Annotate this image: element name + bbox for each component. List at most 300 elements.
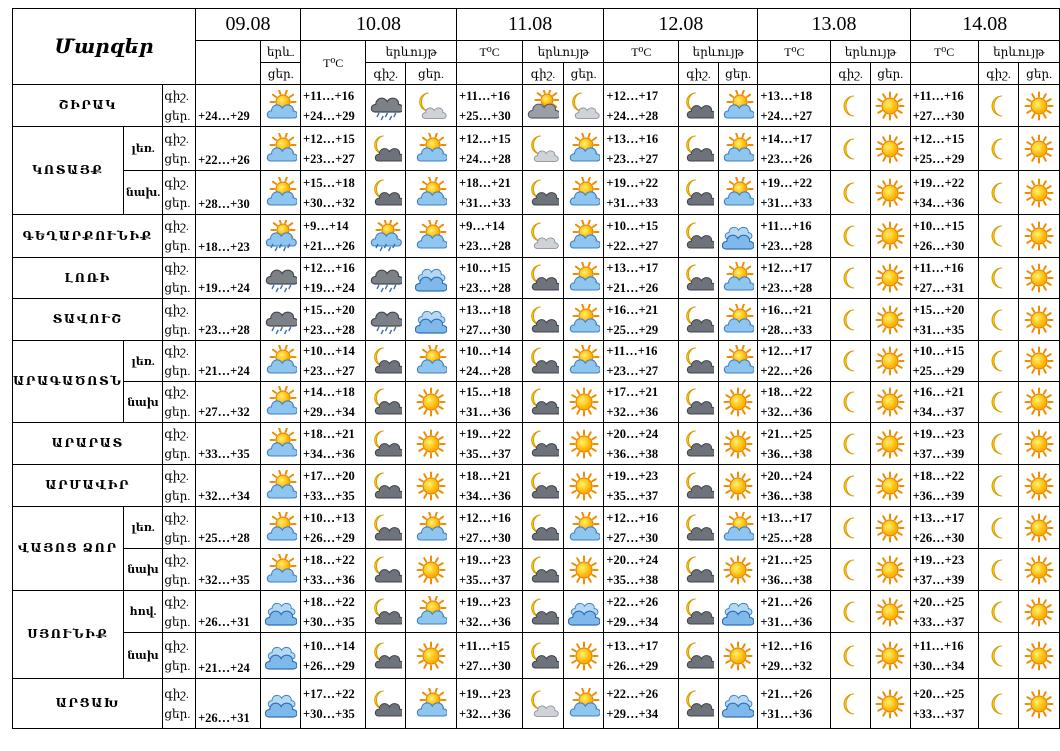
night-temp: +10…+14 <box>458 344 511 358</box>
day-temp: +21…+24 <box>198 364 250 378</box>
temperature-header: T⁰C <box>604 41 679 63</box>
temperature-cell <box>758 85 831 127</box>
phenomenon-header: երևույթ <box>366 41 457 63</box>
sun-icon <box>870 382 910 423</box>
moon-cloud-icon <box>679 258 719 299</box>
moon-icon <box>831 382 871 423</box>
temperature-cell <box>910 633 978 679</box>
temperature-cell <box>301 299 366 341</box>
temperature-cell <box>910 85 978 127</box>
sun-rain-icon <box>261 215 301 258</box>
night-temp: +15…+20 <box>912 302 965 317</box>
cloud-icon <box>406 258 457 299</box>
partly-sunny-icon <box>718 507 758 549</box>
moon-cloud-icon <box>523 633 564 679</box>
night-temp: +19…+23 <box>458 552 511 567</box>
night-label: գիշ. <box>831 63 871 85</box>
partly-sunny-icon <box>563 171 604 215</box>
night-temp: +22…+26 <box>606 686 659 701</box>
moon-cloud-icon <box>523 299 564 341</box>
sun-icon <box>406 423 457 465</box>
daypart-labels <box>163 591 196 633</box>
day-label: ցեր. <box>164 151 191 166</box>
temperature-cell <box>456 679 522 729</box>
day-temp: +31…+33 <box>606 195 659 210</box>
night-label: գիշ. <box>164 426 189 441</box>
night-temp: +19…+22 <box>458 426 511 441</box>
temperature-cell <box>910 127 978 171</box>
date-header: 10.08 <box>301 9 457 41</box>
moon-cloud-icon <box>523 507 564 549</box>
night-temp: +10…+15 <box>912 344 965 358</box>
partly-sunny-icon <box>563 258 604 299</box>
partly-sunny-icon <box>261 549 301 591</box>
sun-icon <box>1019 423 1060 465</box>
date-row <box>13 9 1060 41</box>
night-temp: +15…+20 <box>303 302 355 317</box>
moon-cloud-icon <box>366 679 406 729</box>
moon-cloud-icon <box>679 85 719 127</box>
day-temp: +24…+29 <box>198 109 250 123</box>
temperature-cell <box>456 85 522 127</box>
sun-icon <box>1019 127 1060 171</box>
daypart-labels <box>163 382 196 423</box>
table-row <box>13 507 1060 549</box>
moon-icon <box>978 633 1019 679</box>
day-temp: +31…+33 <box>458 195 511 210</box>
temperature-cell <box>910 591 978 633</box>
partly-sunny-icon <box>563 679 604 729</box>
temperature-header: T⁰C <box>758 41 831 63</box>
day-temp: +35…+37 <box>606 488 659 503</box>
day-temp: +37…+39 <box>912 446 965 461</box>
day-temperature <box>196 382 261 423</box>
sun-icon <box>870 423 910 465</box>
partly-sunny-icon <box>261 127 301 171</box>
night-temp: +16…+21 <box>606 302 659 317</box>
day-temp: +34…+36 <box>303 446 355 461</box>
night-temp: +12…+15 <box>912 131 965 146</box>
temperature-cell <box>910 258 978 299</box>
night-temp: +12…+17 <box>760 261 813 275</box>
temperature-cell <box>301 679 366 729</box>
day-label: ցեր. <box>164 364 191 378</box>
date-header: 11.08 <box>456 9 603 41</box>
night-temp: +17…+20 <box>303 468 355 483</box>
sun-icon <box>406 633 457 679</box>
day-temp: +31…+33 <box>760 195 813 210</box>
night-temp: +12…+16 <box>458 510 511 525</box>
day-label: ցեր. <box>261 63 301 85</box>
day-temp: +21…+26 <box>606 281 659 295</box>
day-temp: +27…+30 <box>606 530 659 545</box>
rain-cloud-icon <box>261 299 301 341</box>
sun-icon <box>563 423 604 465</box>
sun-icon <box>870 633 910 679</box>
night-label: գիշ. <box>164 510 189 525</box>
night-temp: +13…+16 <box>606 131 659 146</box>
moon-cloud-icon <box>679 423 719 465</box>
moon-icon <box>831 215 871 258</box>
moon-cloud-icon <box>679 507 719 549</box>
daypart-labels <box>163 633 196 679</box>
temperature-cell <box>604 679 679 729</box>
sun-icon <box>718 382 758 423</box>
daypart-labels <box>163 341 196 382</box>
temperature-cell <box>910 171 978 215</box>
night-temp: +9…+14 <box>458 219 505 233</box>
day-temp: +29…+34 <box>606 614 659 629</box>
sun-icon <box>1019 465 1060 507</box>
day-temperature <box>196 85 261 127</box>
night-label: գիշ. <box>164 385 189 399</box>
daypart-labels <box>163 507 196 549</box>
day-temp: +23…+28 <box>458 281 511 295</box>
partly-sunny-icon <box>261 382 301 423</box>
moon-icon <box>831 549 871 591</box>
sun-icon <box>870 85 910 127</box>
temperature-cell <box>604 127 679 171</box>
temperature-cell <box>758 341 831 382</box>
temperature-cell <box>758 591 831 633</box>
day-temp: +33…+35 <box>198 447 250 461</box>
night-temp: +20…+24 <box>760 468 813 483</box>
day-temp: +33…+37 <box>912 614 965 629</box>
temperature-cell <box>604 465 679 507</box>
temperature-header: T⁰C <box>910 41 978 63</box>
moon-icon <box>978 507 1019 549</box>
temperature-cell <box>910 341 978 382</box>
subregion-label: լեռ. <box>123 127 163 171</box>
empty-header-cell <box>456 63 522 85</box>
moon-cloud-icon <box>679 633 719 679</box>
table-row <box>13 258 1060 299</box>
region-name: ԿՈՏԱՅՔ <box>13 127 124 215</box>
day-label: ցեր. <box>164 195 191 210</box>
region-name: ԱՐՑԱԽ <box>13 679 163 729</box>
day-label: ցեր. <box>164 658 191 673</box>
partly-sunny-icon <box>718 299 758 341</box>
sun-icon <box>870 549 910 591</box>
temperature-cell <box>604 215 679 258</box>
temperature-cell <box>456 215 522 258</box>
moon-cloud-icon <box>679 171 719 215</box>
sun-icon <box>870 465 910 507</box>
day-temp: +24…+28 <box>458 364 511 378</box>
region-name: ԳԵՂԱՐՔՈՒՆԻՔ <box>13 215 163 258</box>
night-label: գիշ. <box>164 219 189 233</box>
night-temp: +12…+17 <box>606 88 659 103</box>
day-temp: +33…+37 <box>912 706 965 721</box>
moon-cloud-icon <box>366 341 406 382</box>
day-temp: +23…+28 <box>760 281 813 295</box>
daypart-labels <box>163 85 196 127</box>
night-temp: +12…+15 <box>303 131 355 146</box>
moon-icon <box>831 85 871 127</box>
daypart-labels <box>163 258 196 299</box>
night-label: գիշ. <box>164 638 189 653</box>
day-temp: +21…+24 <box>198 661 250 675</box>
day-temp: +21…+26 <box>303 239 355 253</box>
date-header: 14.08 <box>910 9 1059 41</box>
sun-icon <box>870 127 910 171</box>
day-temp: +34…+37 <box>912 405 965 419</box>
day-temp: +23…+26 <box>760 151 813 166</box>
daypart-labels <box>163 679 196 729</box>
temperature-cell <box>604 382 679 423</box>
cloud-icon <box>718 215 758 258</box>
day-temp: +32…+35 <box>198 573 250 587</box>
night-temp: +10…+15 <box>606 219 659 233</box>
moon-icon <box>831 341 871 382</box>
day-label: ցեր. <box>164 405 191 419</box>
day-temp: +27…+30 <box>912 108 965 123</box>
night-label: գիշ. <box>366 63 406 85</box>
moon-cloud-icon <box>366 382 406 423</box>
night-label: գիշ. <box>978 63 1019 85</box>
phenomenon-header: երև. <box>261 41 301 63</box>
temperature-cell <box>301 423 366 465</box>
partly-sunny-icon <box>261 465 301 507</box>
partly-sunny-icon <box>718 85 758 127</box>
day-temp: +22…+26 <box>198 153 250 167</box>
temperature-cell <box>604 171 679 215</box>
moon-icon <box>978 591 1019 633</box>
partly-sunny-icon <box>261 341 301 382</box>
night-temp: +10…+15 <box>912 219 965 233</box>
temperature-cell <box>456 171 522 215</box>
day-temp: +32…+36 <box>760 405 813 419</box>
day-temp: +26…+29 <box>303 530 355 545</box>
temperature-cell <box>604 258 679 299</box>
sun-icon <box>870 215 910 258</box>
day-temp: +25…+29 <box>912 151 965 166</box>
day-temp: +33…+36 <box>303 572 355 587</box>
moon-cloud-icon <box>366 549 406 591</box>
day-temp: +27…+31 <box>912 281 965 295</box>
rain-cloud-icon <box>366 85 406 127</box>
day-label: ցեր. <box>164 706 191 721</box>
night-temp: +11…+16 <box>303 88 355 103</box>
rain-cloud-icon <box>366 299 406 341</box>
partly-sunny-icon <box>718 258 758 299</box>
day-label: ցեր. <box>164 239 191 253</box>
moon-cloud-icon <box>523 423 564 465</box>
night-temp: +17…+22 <box>303 686 355 701</box>
moon-icon <box>978 341 1019 382</box>
temperature-cell <box>758 127 831 171</box>
day-temp: +26…+30 <box>912 530 965 545</box>
sun-icon <box>870 299 910 341</box>
temperature-header: T⁰C <box>301 41 366 85</box>
moon-icon <box>978 679 1019 729</box>
moon-cloud-icon <box>679 382 719 423</box>
day-temperature <box>196 258 261 299</box>
day-label: ցեր. <box>1019 63 1060 85</box>
day-temp: +22…+27 <box>606 239 659 253</box>
subregion-label: լեռ. <box>123 341 163 382</box>
subregion-label: հով. <box>123 591 163 633</box>
moon-icon <box>831 171 871 215</box>
moon-icon <box>978 215 1019 258</box>
day-temp: +32…+34 <box>198 489 250 503</box>
sun-icon <box>563 633 604 679</box>
day-temperature <box>196 633 261 679</box>
day-temp: +32…+36 <box>458 614 511 629</box>
moon-icon <box>831 465 871 507</box>
temperature-cell <box>456 341 522 382</box>
temperature-cell <box>456 633 522 679</box>
moon-partly-cloudy-icon <box>563 85 604 127</box>
sun-icon <box>718 423 758 465</box>
day-temp: +36…+38 <box>760 488 813 503</box>
day-temp: +31…+35 <box>912 322 965 337</box>
date-header: 12.08 <box>604 9 758 41</box>
sun-icon <box>1019 591 1060 633</box>
partly-sunny-icon <box>406 171 457 215</box>
empty-header-cell <box>758 63 831 85</box>
sun-icon <box>406 549 457 591</box>
day-temp: +24…+29 <box>303 108 355 123</box>
region-name: ԱՐԱԳԱԾՈՏՆ <box>13 341 124 423</box>
day-temp: +31…+36 <box>760 614 813 629</box>
temperature-cell <box>758 633 831 679</box>
temperature-cell <box>758 465 831 507</box>
night-temp: +11…+15 <box>458 638 511 653</box>
table-row <box>13 85 1060 127</box>
day-temp: +22…+26 <box>760 364 813 378</box>
subregion-label: նախ <box>123 549 163 591</box>
temperature-cell <box>910 549 978 591</box>
cloud-icon <box>261 633 301 679</box>
moon-cloud-icon <box>523 171 564 215</box>
sun-icon <box>1019 549 1060 591</box>
night-temp: +20…+25 <box>912 594 965 609</box>
temperature-cell <box>301 127 366 171</box>
night-temp: +15…+18 <box>303 175 355 190</box>
moon-cloud-icon <box>366 127 406 171</box>
night-temp: +11…+16 <box>912 261 964 275</box>
day-temp: +18…+23 <box>198 240 250 254</box>
day-temp: +25…+28 <box>760 530 813 545</box>
region-name: ՎԱՅՈՑ ՁՈՐ <box>13 507 124 591</box>
moon-icon <box>831 633 871 679</box>
day-temperature <box>196 341 261 382</box>
table-row <box>13 679 1060 729</box>
moon-cloud-icon <box>523 341 564 382</box>
partly-sunny-icon <box>718 127 758 171</box>
moon-cloud-icon <box>679 549 719 591</box>
temperature-cell <box>301 549 366 591</box>
night-temp: +13…+17 <box>912 510 965 525</box>
temperature-cell <box>910 423 978 465</box>
partly-sunny-icon <box>406 127 457 171</box>
day-label: ցեր. <box>563 63 604 85</box>
night-temp: +12…+17 <box>760 344 813 358</box>
day-temp: +23…+27 <box>303 364 355 378</box>
day-label: ցեր. <box>164 614 191 629</box>
temperature-cell <box>456 382 522 423</box>
day-label: ցեր. <box>164 530 191 545</box>
temperature-cell <box>910 382 978 423</box>
night-temp: +19…+23 <box>912 552 965 567</box>
day-temp: +27…+30 <box>458 322 511 337</box>
night-temp: +18…+22 <box>912 468 965 483</box>
day-temp: +33…+35 <box>303 488 355 503</box>
temperature-cell <box>758 215 831 258</box>
sun-icon <box>870 591 910 633</box>
moon-cloud-icon <box>679 127 719 171</box>
temperature-cell <box>301 507 366 549</box>
night-temp: +18…+21 <box>303 426 355 441</box>
day-temperature <box>196 549 261 591</box>
moon-icon <box>978 465 1019 507</box>
moon-cloud-icon <box>523 465 564 507</box>
daypart-labels <box>163 549 196 591</box>
sun-icon <box>1019 679 1060 729</box>
day-temp: +31…+36 <box>760 706 813 721</box>
temperature-cell <box>758 423 831 465</box>
rain-cloud-icon <box>261 258 301 299</box>
night-temp: +13…+17 <box>760 510 813 525</box>
day-temp: +23…+28 <box>458 239 511 253</box>
table-row <box>13 591 1060 633</box>
moon-icon <box>978 299 1019 341</box>
night-temp: +19…+23 <box>458 686 511 701</box>
moon-icon <box>831 507 871 549</box>
temperature-cell <box>301 341 366 382</box>
day-temp: +27…+32 <box>198 405 250 419</box>
day-temp: +29…+34 <box>606 706 659 721</box>
day-temp: +30…+35 <box>303 614 355 629</box>
night-temp: +10…+14 <box>303 638 355 653</box>
moon-cloud-icon <box>523 549 564 591</box>
day-temp: +23…+28 <box>303 322 355 337</box>
temperature-cell <box>604 341 679 382</box>
temperature-cell <box>758 507 831 549</box>
cloud-icon <box>261 679 301 729</box>
subregion-label: լեռ. <box>123 507 163 549</box>
night-label: գիշ. <box>164 344 189 358</box>
night-label: գիշ. <box>164 175 189 190</box>
night-label: գիշ. <box>523 63 564 85</box>
sun-icon <box>1019 258 1060 299</box>
partly-sunny-icon <box>261 423 301 465</box>
night-temp: +17…+21 <box>606 385 659 399</box>
night-temp: +19…+22 <box>606 175 659 190</box>
night-temp: +13…+17 <box>606 261 659 275</box>
daypart-labels <box>163 127 196 171</box>
day-temp: +26…+29 <box>606 658 659 673</box>
table-row <box>13 171 1060 215</box>
table-title: Մարզեր <box>13 9 196 85</box>
temperature-cell <box>604 299 679 341</box>
daypart-labels <box>163 423 196 465</box>
sun-icon <box>563 382 604 423</box>
moon-cloud-icon <box>523 591 564 633</box>
night-temp: +16…+21 <box>760 302 813 317</box>
day-temp: +19…+24 <box>303 281 355 295</box>
temperature-cell <box>456 591 522 633</box>
temperature-cell <box>456 423 522 465</box>
day-temperature <box>196 507 261 549</box>
day-temp: +25…+29 <box>606 322 659 337</box>
daypart-labels <box>163 171 196 215</box>
empty-header-cell <box>910 63 978 85</box>
moon-cloud-icon <box>523 382 564 423</box>
day-temp: +36…+38 <box>760 446 813 461</box>
partly-sunny-icon <box>261 507 301 549</box>
